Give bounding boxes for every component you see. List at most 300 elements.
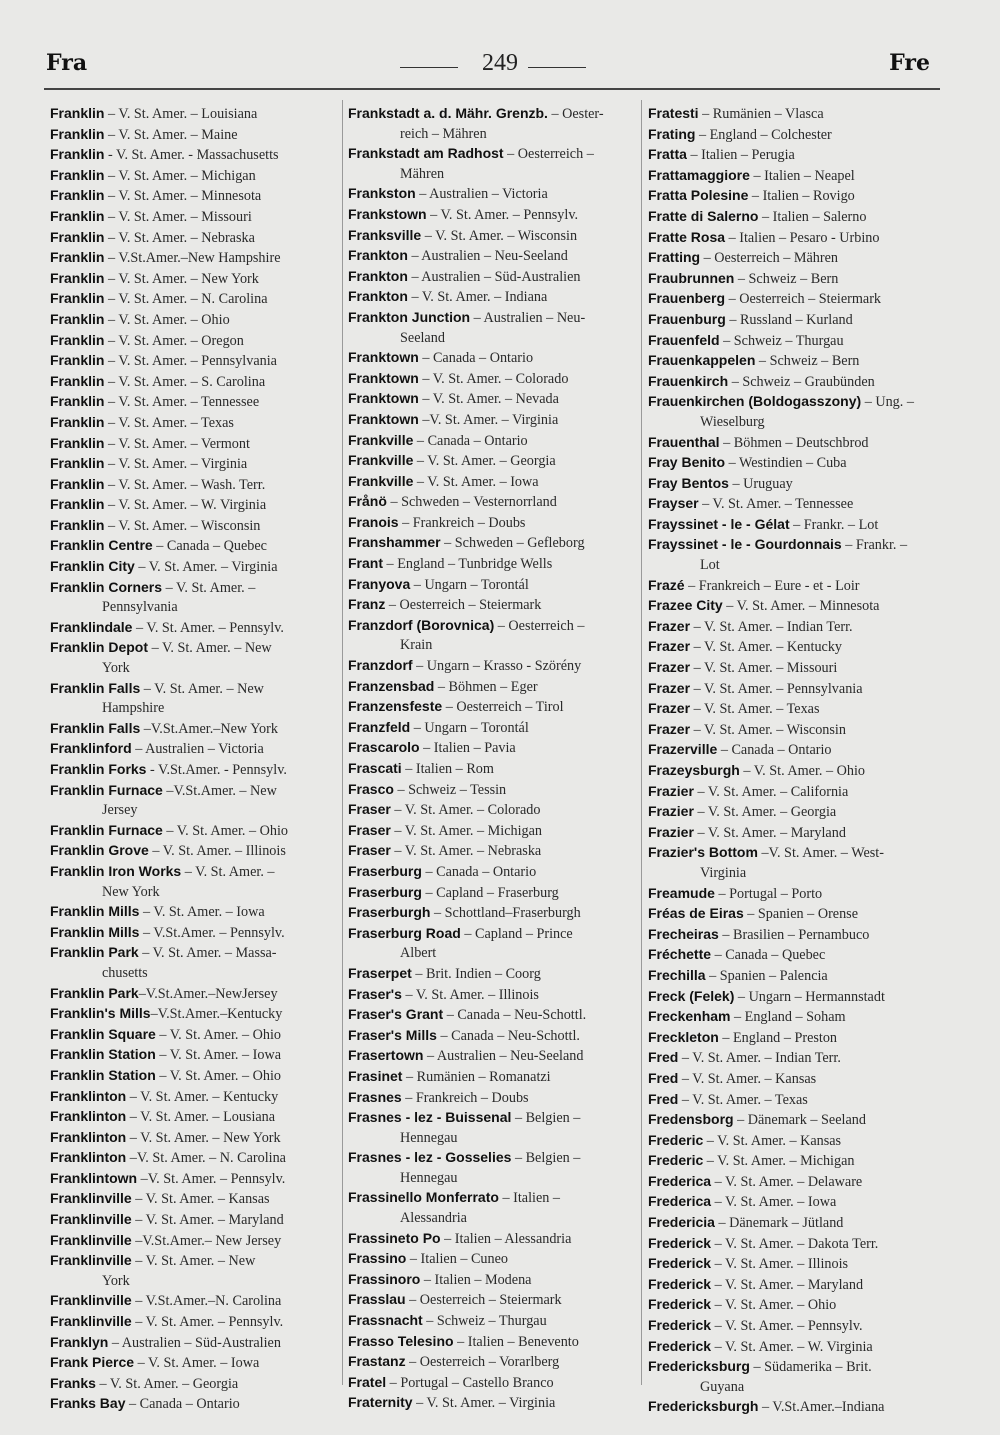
place-name: Frasertown	[348, 1047, 424, 1064]
page-header	[0, 50, 1000, 84]
entry-line	[50, 821, 340, 842]
location-text: – Südamerika – Brit.	[749, 1359, 872, 1376]
gazetteer-entry	[50, 351, 340, 372]
location-text: – Oesterreich –	[494, 617, 585, 634]
location-text: – V. St. Amer. – Pennsylvania	[690, 680, 863, 697]
place-name: Fraser	[348, 842, 391, 859]
place-name: Franklinville	[50, 1211, 132, 1228]
location-text: –V.St.Amer.–Kentucky	[150, 1006, 283, 1023]
entry-line	[50, 1045, 340, 1066]
location-text: – V. St. Amer. – Missouri	[690, 660, 838, 677]
entry-line	[348, 780, 638, 801]
place-name: Frazer	[648, 659, 691, 676]
gazetteer-entry	[50, 1251, 340, 1291]
gazetteer-entry	[50, 454, 340, 475]
location-text: – Russland – Kurland	[725, 311, 853, 328]
place-name: Frassinoro	[348, 1270, 421, 1287]
location-text: – V. St. Amer. – Massa-	[138, 945, 277, 962]
entry-line	[648, 207, 940, 228]
gazetteer-entry	[348, 1393, 638, 1414]
gazetteer-entry	[648, 1337, 940, 1358]
place-name: Frazé	[648, 576, 685, 593]
gazetteer-entry	[348, 1373, 638, 1394]
place-name: Frascati	[348, 760, 402, 776]
gazetteer-entry	[348, 1311, 638, 1332]
place-name: Freck (Felek)	[648, 987, 735, 1004]
place-name: Franklin	[50, 496, 105, 513]
place-name: Frånö	[348, 493, 387, 510]
gazetteer-entry	[348, 985, 638, 1006]
entry-line	[50, 1066, 340, 1087]
place-name: Franktown	[348, 390, 419, 407]
entry-line	[50, 269, 340, 290]
place-name: Fray Benito	[648, 454, 726, 471]
location-text: – Portugal – Castello Branco	[386, 1374, 554, 1391]
gazetteer-entry	[50, 578, 340, 618]
entry-line	[50, 351, 340, 372]
gazetteer-entry	[50, 679, 340, 719]
entry-line	[648, 515, 940, 536]
place-name: Frederick	[648, 1234, 712, 1251]
location-text: – V.St.Amer.–Indiana	[758, 1399, 885, 1416]
gazetteer-entry	[348, 144, 638, 184]
gazetteer-entry	[648, 1316, 940, 1337]
gazetteer-entry	[648, 145, 940, 166]
entry-line	[348, 821, 638, 842]
gazetteer-entry	[50, 1025, 340, 1046]
place-name: Fredericksburg	[648, 1358, 750, 1375]
gazetteer-entry	[50, 495, 340, 516]
location-text: – V.St.Amer.–New Hampshire	[104, 250, 281, 267]
place-name: Franklin	[50, 310, 105, 327]
place-name: Frederick	[648, 1275, 712, 1292]
place-name: Frederica	[648, 1172, 712, 1189]
place-name: Frasnes - lez - Gosselies	[348, 1149, 512, 1166]
gazetteer-entry	[50, 1066, 340, 1087]
gazetteer-entry	[648, 331, 940, 352]
location-text: – V. St. Amer. – Pennsylvania	[104, 353, 277, 370]
place-name: Franklinville	[50, 1190, 132, 1207]
entry-line	[50, 719, 340, 740]
location-text: – Italien – Alessandria	[440, 1230, 572, 1247]
place-name: Franklin Grove	[50, 842, 149, 859]
place-name: Franklin	[50, 434, 105, 451]
location-text: – Schweiz – Thurgau	[422, 1313, 547, 1330]
gazetteer-entry	[648, 925, 940, 946]
location-text: – V. St. Amer. – Delaware	[711, 1173, 863, 1190]
location-text: – V. St. Amer. –	[162, 579, 256, 596]
place-name: Frazeysburgh	[648, 762, 740, 778]
entry-line	[348, 1373, 638, 1394]
location-text: – Rumänien – Vlasca	[698, 106, 824, 122]
gazetteer-entry	[648, 1090, 940, 1111]
location-text: – V. St. Amer. – Maine	[104, 126, 238, 143]
place-name: Frauenkirchen (Boldogasszony)	[648, 393, 862, 410]
gazetteer-entry	[648, 392, 940, 432]
entry-line	[348, 575, 638, 596]
entry-line	[348, 883, 638, 904]
entry-line	[648, 1234, 940, 1255]
gazetteer-entry	[50, 760, 340, 781]
location-text: – England – Tunbridge Wells	[383, 556, 553, 573]
location-text: – Ungarn – Krasso - Szörény	[412, 658, 582, 675]
place-name: Fraser's	[348, 985, 402, 1002]
gazetteer-entry	[648, 228, 940, 249]
entry-line	[50, 557, 340, 578]
location-text: – Schweiz – Thurgau	[719, 332, 844, 349]
gazetteer-entry	[50, 331, 340, 352]
gazetteer-entry	[648, 596, 940, 617]
entry-line	[50, 1025, 340, 1046]
entry-line	[50, 310, 340, 331]
place-name: Franklinton	[50, 1149, 127, 1166]
entry-line	[648, 1254, 940, 1275]
location-text: – V. St. Amer. – Minnesota	[104, 188, 262, 205]
place-name: Frascarolo	[348, 739, 420, 756]
location-text: – V. St. Amer. – Texas	[690, 701, 820, 718]
place-name: Franklin	[50, 455, 105, 472]
gazetteer-entry	[348, 924, 638, 964]
entry-line	[50, 1333, 340, 1354]
place-name: Fratta	[648, 146, 687, 163]
entry-line	[348, 759, 638, 780]
entry-line	[648, 474, 940, 495]
entry-line	[648, 1131, 940, 1152]
location-text: – Italien – Rom	[401, 761, 494, 777]
gazetteer-entry	[348, 575, 638, 596]
location-text: – Frankr. – Lot	[789, 516, 879, 533]
entry-line	[648, 289, 940, 310]
entry-line	[50, 781, 340, 802]
entry-line	[50, 1210, 340, 1231]
location-text: – Schottland–Fraserburgh	[430, 905, 581, 922]
place-name: Fred	[648, 1090, 679, 1107]
column-3	[648, 104, 940, 1418]
entry-line	[50, 1231, 340, 1252]
gazetteer-entry	[50, 1169, 340, 1190]
gazetteer-entry	[648, 1069, 940, 1090]
gazetteer-entry	[648, 248, 940, 269]
location-text: – V. St. Amer. – Pennsylv.	[131, 1314, 284, 1331]
location-text: – Frankreich – Doubs	[398, 514, 526, 531]
location-text: – Uruguay	[728, 475, 793, 492]
gazetteer-entry	[348, 738, 638, 759]
location-text: – Oesterreich – Mähren	[700, 250, 838, 267]
location-text: – Westindien – Cuba	[725, 455, 847, 472]
location-text: - V. St. Amer. - Massachusetts	[104, 147, 279, 164]
entry-line	[50, 475, 340, 496]
place-name: Franklin Park	[50, 984, 139, 1001]
place-name: Fredericksburgh	[648, 1398, 759, 1415]
location-text: – V. St. Amer. – Iowa	[711, 1194, 837, 1211]
gazetteer-entry	[348, 308, 638, 348]
place-name: Frauenfeld	[648, 331, 720, 348]
gazetteer-entry	[50, 1004, 340, 1025]
location-text: – V. St. Amer. – Louisiana	[104, 106, 258, 122]
entry-line	[648, 351, 940, 372]
place-name: Fratta Polesine	[648, 187, 749, 204]
place-name: Frank Pierce	[50, 1354, 135, 1371]
place-name: Franklin	[50, 331, 105, 348]
gazetteer-entry	[348, 431, 638, 452]
place-name: Franklin Furnace	[50, 821, 163, 838]
location-text: –V. St. Amer. – West-	[757, 845, 884, 862]
entry-line	[648, 1192, 940, 1213]
location-text: – Canada – Neu-Schottl.	[443, 1007, 587, 1024]
entry-line	[348, 1046, 638, 1067]
location-text: – V. St. Amer. – Dakota Terr.	[711, 1235, 879, 1252]
gazetteer-entry	[348, 472, 638, 493]
entry-line	[648, 453, 940, 474]
gazetteer-entry	[648, 351, 940, 372]
location-text: – V. St. Amer. –	[181, 863, 275, 880]
entry-line	[648, 1357, 940, 1378]
location-text: – V. St. Amer. – Wash. Terr.	[104, 476, 266, 493]
gazetteer-entry	[50, 475, 340, 496]
location-text: – V. St. Amer. – Tennessee	[698, 496, 854, 513]
place-name: Franois	[348, 513, 399, 530]
place-name: Frankstadt a. d. Mähr. Grenzb.	[348, 105, 548, 121]
entry-line	[348, 492, 638, 513]
place-name: Frankstadt am Radhost	[348, 145, 504, 162]
gazetteer-entry	[348, 1067, 638, 1088]
location-continuation: Wieselburg	[700, 413, 765, 430]
location-text: – V. St. Amer. – Ohio	[104, 311, 230, 328]
location-text: – V. St. Amer. – Lousiana	[126, 1109, 276, 1126]
entry-line	[50, 536, 340, 557]
gazetteer-entry	[648, 740, 940, 761]
location-text: – Frankr. –	[841, 537, 908, 554]
entry-line	[348, 1311, 638, 1332]
location-text: – V. St. Amer. – Pennsylv.	[426, 206, 579, 223]
entry-line	[50, 104, 340, 125]
place-name: Frazier's Bottom	[648, 844, 758, 861]
column-1	[50, 104, 340, 1415]
entry-line	[50, 392, 340, 413]
place-name: Franklinton	[50, 1087, 127, 1104]
gazetteer-entry	[648, 310, 940, 331]
place-name: Frazier	[648, 803, 694, 820]
place-name: Franklin Forks	[50, 761, 147, 777]
place-name: Frederick	[648, 1337, 712, 1354]
place-name: Frankton	[348, 267, 408, 284]
place-name: Franzensfeste	[348, 698, 443, 715]
location-text: – V. St. Amer. – Ohio	[155, 1026, 282, 1043]
place-name: Frayssinet - le - Gélat	[648, 515, 790, 532]
place-name: Franklin Square	[50, 1025, 156, 1042]
location-text: – Australien – Neu-Seeland	[423, 1048, 584, 1065]
gazetteer-entry	[50, 821, 340, 842]
entry-line	[50, 434, 340, 455]
entry-line	[348, 1352, 638, 1373]
place-name: Frederica	[648, 1193, 712, 1210]
gazetteer-entry	[648, 1295, 940, 1316]
place-name: Frederick	[648, 1317, 712, 1334]
location-text: – V. St. Amer. – Kansas	[703, 1132, 842, 1149]
entry-line	[648, 145, 940, 166]
gazetteer-entry	[348, 492, 638, 513]
entry-line	[348, 656, 638, 677]
location-text: – V. St. Amer. – Texas	[104, 414, 234, 431]
location-text: – V. St. Amer. – Minnesota	[722, 598, 880, 615]
entry-line	[50, 760, 340, 781]
location-text: – V. St. Amer. – Tennessee	[104, 394, 260, 411]
gazetteer-entry	[648, 1213, 940, 1234]
gazetteer-entry	[648, 966, 940, 987]
gazetteer-entry	[50, 248, 340, 269]
entry-line	[648, 884, 940, 905]
entry-line	[648, 1337, 940, 1358]
place-name: Franklin City	[50, 558, 135, 575]
entry-line	[348, 1005, 638, 1026]
entry-line	[648, 637, 940, 658]
entry-line	[50, 1312, 340, 1333]
location-text: – England – Colchester	[695, 126, 832, 143]
entry-line	[648, 658, 940, 679]
location-text: – Böhmen – Deutschbrod	[719, 434, 869, 451]
location-continuation: Pennsylvania	[102, 599, 178, 616]
location-text: – V. St. Amer. – Pennsylv.	[711, 1318, 863, 1335]
place-name: Franklin Park	[50, 944, 139, 961]
entry-line	[50, 289, 340, 310]
entry-line	[348, 903, 638, 924]
gazetteer-entry	[50, 310, 340, 331]
entry-line	[348, 985, 638, 1006]
place-name: Franktown	[348, 369, 419, 386]
location-text: – Belgien –	[511, 1110, 581, 1127]
gazetteer-entry	[348, 205, 638, 226]
location-text: – V. St. Amer. – Virginia	[104, 456, 248, 473]
entry-line	[50, 495, 340, 516]
entry-line	[50, 331, 340, 352]
place-name: Franklin Mills	[50, 903, 140, 920]
location-text: – V. St. Amer. – Kentucky	[126, 1088, 279, 1105]
gazetteer-entry	[648, 535, 940, 575]
entry-line	[648, 104, 940, 125]
place-name: Frazer	[648, 720, 691, 737]
gazetteer-entry	[50, 1374, 340, 1395]
location-text: – V. St. Amer. – Indiana	[407, 289, 548, 306]
location-text: – Italien – Neapel	[749, 167, 855, 184]
gazetteer-entry	[50, 557, 340, 578]
place-name: Franks Bay	[50, 1395, 126, 1412]
place-name: Fraserburg	[348, 862, 422, 879]
gazetteer-entry	[648, 823, 940, 844]
location-text: – Ung. –	[861, 394, 914, 411]
place-name: Frazer	[648, 679, 691, 696]
location-text: – Dänemark – Seeland	[733, 1112, 866, 1129]
location-continuation: Albert	[400, 945, 437, 962]
place-name: Frankstown	[348, 205, 427, 222]
entry-line	[50, 413, 340, 434]
place-name: Franyova	[348, 575, 411, 592]
gazetteer-entry	[648, 1151, 940, 1172]
gazetteer-entry	[348, 595, 638, 616]
location-text: – V. St. Amer. – N. Carolina	[104, 291, 268, 308]
entry-line	[648, 392, 940, 413]
entry-line	[648, 617, 940, 638]
place-name: Frankville	[348, 472, 414, 489]
gazetteer-entry	[348, 1088, 638, 1109]
gazetteer-entry	[50, 1107, 340, 1128]
location-text: – V. St. Amer. – New York	[126, 1129, 281, 1146]
location-text: – Belgien –	[511, 1150, 581, 1167]
location-text: –V.St.Amer. – New	[162, 782, 277, 799]
location-text: – Spanien – Orense	[743, 906, 858, 923]
place-name: Franklinford	[50, 740, 132, 757]
gazetteer-entry	[648, 843, 940, 883]
gazetteer-entry	[50, 1312, 340, 1333]
entry-line	[348, 1249, 638, 1270]
header-dash-right	[528, 67, 586, 68]
location-text: – V. St. Amer. – Iowa	[134, 1355, 260, 1372]
location-text: – V. St. Amer. – Kansas	[678, 1070, 817, 1087]
entry-line	[50, 228, 340, 249]
location-text: – Oesterreich – Vorarlberg	[405, 1354, 560, 1371]
location-text: – V.St.Amer.–N. Carolina	[131, 1293, 282, 1310]
entry-line	[348, 472, 638, 493]
entry-line	[648, 1110, 940, 1131]
entry-line	[648, 925, 940, 946]
gazetteer-entry	[50, 516, 340, 537]
place-name: Frankville	[348, 452, 414, 469]
location-text: – V. St. Amer. – Wisconsin	[690, 721, 846, 738]
location-text: – Italien – Rovigo	[748, 188, 855, 205]
gazetteer-entry	[648, 1192, 940, 1213]
gazetteer-entry	[648, 576, 940, 597]
gazetteer-entry	[648, 945, 940, 966]
gazetteer-entry	[50, 781, 340, 821]
location-text: – England – Soham	[730, 1009, 846, 1026]
location-text: – Canada – Ontario	[418, 350, 534, 367]
location-text: – Capland – Fraserburg	[421, 884, 559, 901]
entry-line	[50, 1189, 340, 1210]
gazetteer-entry	[348, 1148, 638, 1188]
gazetteer-entry	[50, 269, 340, 290]
location-text: – V. St. Amer. – New	[148, 640, 272, 657]
location-text: – V. St. Amer. – California	[693, 783, 849, 800]
place-name: Frankton	[348, 288, 408, 305]
location-text: – V. St. Amer. – New	[131, 1253, 256, 1270]
place-name: Frasinet	[348, 1067, 403, 1084]
location-text: – V. St. Amer. – Kansas	[131, 1191, 270, 1208]
location-text: – Italien – Modena	[420, 1271, 532, 1288]
gazetteer-entry	[50, 145, 340, 166]
gazetteer-entry	[648, 1131, 940, 1152]
gazetteer-entry	[648, 125, 940, 146]
location-text: – Brasilien – Pernambuco	[718, 926, 870, 943]
location-text: – V. St. Amer. – Colorado	[418, 370, 569, 387]
entry-line	[348, 862, 638, 883]
location-text: – Australien – Victoria	[131, 741, 264, 758]
entry-line	[348, 1290, 638, 1311]
location-text: – Italien – Salerno	[758, 208, 867, 225]
place-name: Frastanz	[348, 1353, 406, 1370]
gazetteer-entry	[648, 289, 940, 310]
location-continuation: New York	[102, 883, 160, 900]
entry-line	[348, 287, 638, 308]
entry-line	[648, 1295, 940, 1316]
gazetteer-entry	[50, 1148, 340, 1169]
entry-line	[348, 616, 638, 637]
gazetteer-entry	[348, 1188, 638, 1228]
place-name: Franklin	[50, 372, 105, 389]
entry-line	[648, 1090, 940, 1111]
place-name: Fray Bentos	[648, 474, 729, 491]
gazetteer-entry	[648, 1275, 940, 1296]
entry-line	[50, 578, 340, 599]
gazetteer-entry	[50, 1394, 340, 1415]
